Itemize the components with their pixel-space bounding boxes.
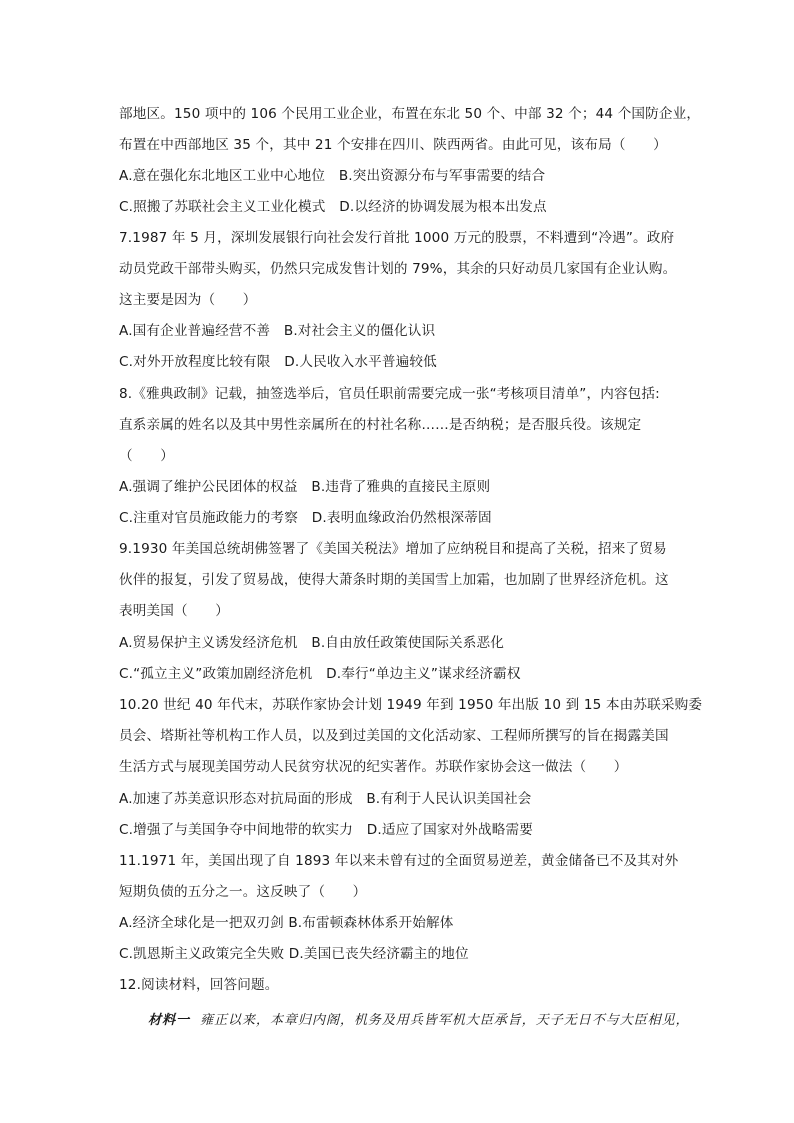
option-line: A.贸易保护主义诱发经济危机 B.自由放任政策使国际关系恶化 bbox=[119, 635, 504, 651]
option-line: C.照搬了苏联社会主义工业化模式 D.以经济的协调发展为根本出发点 bbox=[119, 199, 547, 215]
material-text: 雍正以来，本章归内阁，机务及用兵皆军机大臣承旨，天子无日不与大臣相见， bbox=[199, 1013, 690, 1028]
text-line: 员会、塔斯社等机构工作人员，以及到过美国的文化活动家、工程师所撰写的旨在揭露美国 bbox=[119, 728, 669, 744]
text-line: 这主要是因为（ ） bbox=[119, 292, 257, 308]
text-line: 伙伴的报复，引发了贸易战，使得大萧条时期的美国雪上加霜，也加剧了世界经济危机。这 bbox=[119, 572, 669, 588]
option-line: C.“孤立主义”政策加剧经济危机 D.奉行“单边主义”谋求经济霸权 bbox=[119, 666, 521, 682]
question-11: 11.1971 年，美国出现了自 1893 年以来未曾有过的全面贸易逆差，黄金储备已不及其对外 bbox=[119, 853, 679, 869]
option-line: C.注重对官员施政能力的考察 D.表明血缘政治仍然根深蒂固 bbox=[119, 510, 492, 526]
option-line: A.意在强化东北地区工业中心地位 B.突出资源分布与军事需要的结合 bbox=[119, 168, 546, 184]
text-line: （ ） bbox=[119, 448, 174, 464]
text-line: 短期负债的五分之一。这反映了（ ） bbox=[119, 884, 367, 900]
material-one bbox=[148, 1011, 708, 1031]
text-line: 布置在中西部地区 35 个，其中 21 个安排在四川、陕西两省。由此可见，该布局（ ） bbox=[119, 137, 667, 153]
question-12: 12.阅读材料，回答问题。 bbox=[119, 977, 279, 993]
option-line: C.凯恩斯主义政策完全失败 D.美国已丧失经济霸主的地位 bbox=[119, 946, 469, 962]
option-line: A.加速了苏美意识形态对抗局面的形成 B.有利于人民认识美国社会 bbox=[119, 791, 532, 807]
text-line: 直系亲属的姓名以及其中男性亲属所在的村社名称……是否纳税；是否服兵役。该规定 bbox=[119, 417, 642, 433]
text-line: 动员党政干部带头购买，仍然只完成发售计划的 79%，其余的只好动员几家国有企业认购。 bbox=[119, 261, 677, 277]
option-line: A.强调了维护公民团体的权益 B.违背了雅典的直接民主原则 bbox=[119, 479, 491, 495]
text-line: 表明美国（ ） bbox=[119, 603, 229, 619]
text-line: 部地区。150 项中的 106 个民用工业企业，布置在东北 50 个、中部 32 个；44 个国防企业， bbox=[119, 106, 701, 122]
question-9: 9.1930 年美国总统胡佛签署了《美国关税法》增加了应纳税目和提高了关税，招来了贸易 bbox=[119, 541, 667, 557]
option-line: C.对外开放程度比较有限 D.人民收入水平普遍较低 bbox=[119, 354, 437, 370]
question-10: 10.20 世纪 40 年代末，苏联作家协会计划 1949 年到 1950 年出版 10 到 15 本由苏联采购委 bbox=[119, 697, 703, 713]
option-line: A.经济全球化是一把双刃剑 B.布雷顿森林体系开始解体 bbox=[119, 915, 454, 931]
option-line: A.国有企业普遍经营不善 B.对社会主义的僵化认识 bbox=[119, 323, 436, 339]
option-line: C.增强了与美国争夺中间地带的软实力 D.适应了国家对外战略需要 bbox=[119, 822, 534, 838]
material-label: 材料一 bbox=[148, 1013, 190, 1028]
question-8: 8.《雅典政制》记载，抽签选举后，官员任职前需要完成一张“考核项目清单”，内容包括: bbox=[119, 386, 660, 402]
question-7: 7.1987 年 5 月，深圳发展银行向社会发行首批 1000 万元的股票，不料遭到“冷遇”。政府 bbox=[119, 230, 675, 246]
text-line: 生活方式与展现美国劳动人民贫穷状况的纪实著作。苏联作家协会这一做法（ ） bbox=[119, 759, 628, 775]
